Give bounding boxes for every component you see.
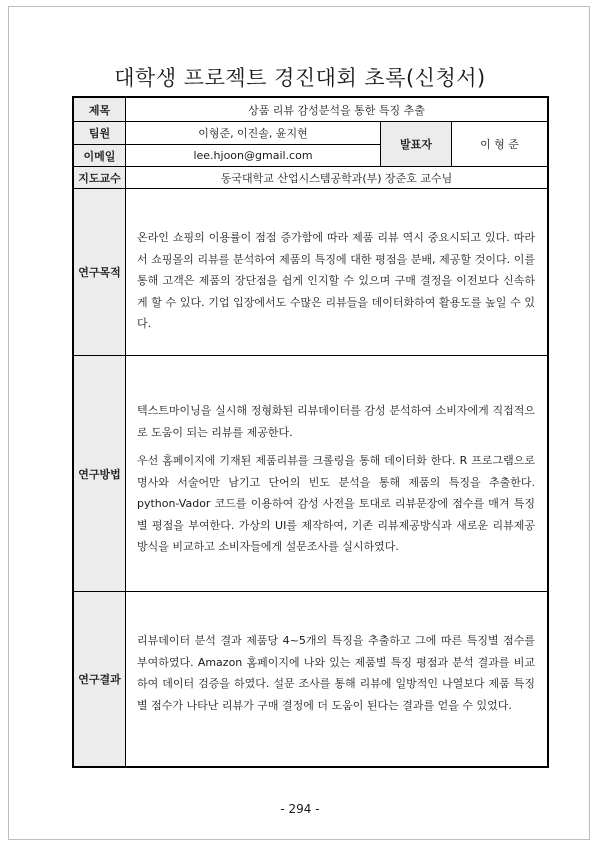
results-section (74, 592, 547, 766)
advisor-row (74, 167, 547, 188)
team-label: 팀원 (74, 122, 126, 144)
results-text (137, 630, 535, 716)
advisor-label: 지도교수 (74, 167, 126, 188)
purpose-paragraph: 온라인 쇼핑의 이용률이 점점 증가함에 따라 제품 리뷰 역시 중요시되고 있다. 따라서 쇼핑몰의 리뷰를 분석하여 제품의 특징에 대한 평점을 분배, 제공할 것이다. 이를 통해 고객은 제품의 장단점을 쉽게 인지할 수 있으며 구매 결정을 이전보다 신속하게 할 수 있다. 기업 입장에서도 수많은 리뷰들을 데이터화하여 활용도를 높일 수 있다. (137, 231, 535, 330)
project-title: 상품 리뷰 감성분석을 통한 특징 추출 (248, 103, 425, 117)
advisor-value: 동국대학교 산업시스템공학과(부) 장준호 교수님 (220, 171, 453, 185)
method-label: 연구방법 (74, 356, 126, 591)
results-label: 연구결과 (74, 592, 126, 766)
method-paragraph: 텍스트마이닝을 실시해 정형화된 리뷰데이터를 감성 분석하여 소비자에게 직접적으로 도움이 되는 리뷰를 제공한다. (137, 404, 535, 439)
method-text (137, 400, 535, 558)
results-paragraph: 리뷰데이터 분석 결과 제품당 4~5개의 특징을 추출하고 그에 따른 특징별 점수를 부여하였다. Amazon 홈페이지에 나와 있는 제품별 특징 평점과 분석 결과를 비교하여 데이터 검증을 하였다. 설문 조사를 통해 리뷰에 일방적인 나열보다 제품 특징별 점수가 나타난 리뷰가 구매 결정에 더 도움이 된다는 결과를 얻을 수 있었다. (137, 634, 535, 712)
email-value: lee.hjoon@gmail.com (193, 149, 313, 162)
method-section (74, 356, 547, 591)
title-label: 제목 (74, 98, 126, 121)
title-row (74, 98, 547, 121)
purpose-label: 연구목적 (74, 189, 126, 355)
team-members: 이형준, 이진솔, 윤지현 (198, 127, 308, 140)
application-form (72, 96, 549, 768)
purpose-text (137, 227, 535, 335)
document-title: 대학생 프로젝트 경진대회 초록(신청서) (114, 66, 486, 90)
page-number: - 294 - (280, 802, 320, 816)
email-label: 이메일 (74, 145, 126, 166)
method-paragraph: 우선 홈페이지에 기재된 제품리뷰를 크롤링을 통해 데이터화 한다. R 프로그램으로 명사와 서술어만 남기고 단어의 빈도 분석을 통해 제품의 특징을 추출한다. python-Vador 코드를 이용하여 감성 사전을 토대로 리뷰문장에 점수를 매겨 특징별 평점을 부여한다. 가상의 UI를 제작하여, 기존 리뷰제공방식과 새로운 리뷰제공방식을 비교하고 소비자들에게 설문조사를 실시하였다. (137, 454, 535, 553)
presenter-label: 발표자 (380, 122, 452, 166)
purpose-section (74, 189, 547, 355)
presenter-value: 이 형 준 (480, 138, 519, 151)
